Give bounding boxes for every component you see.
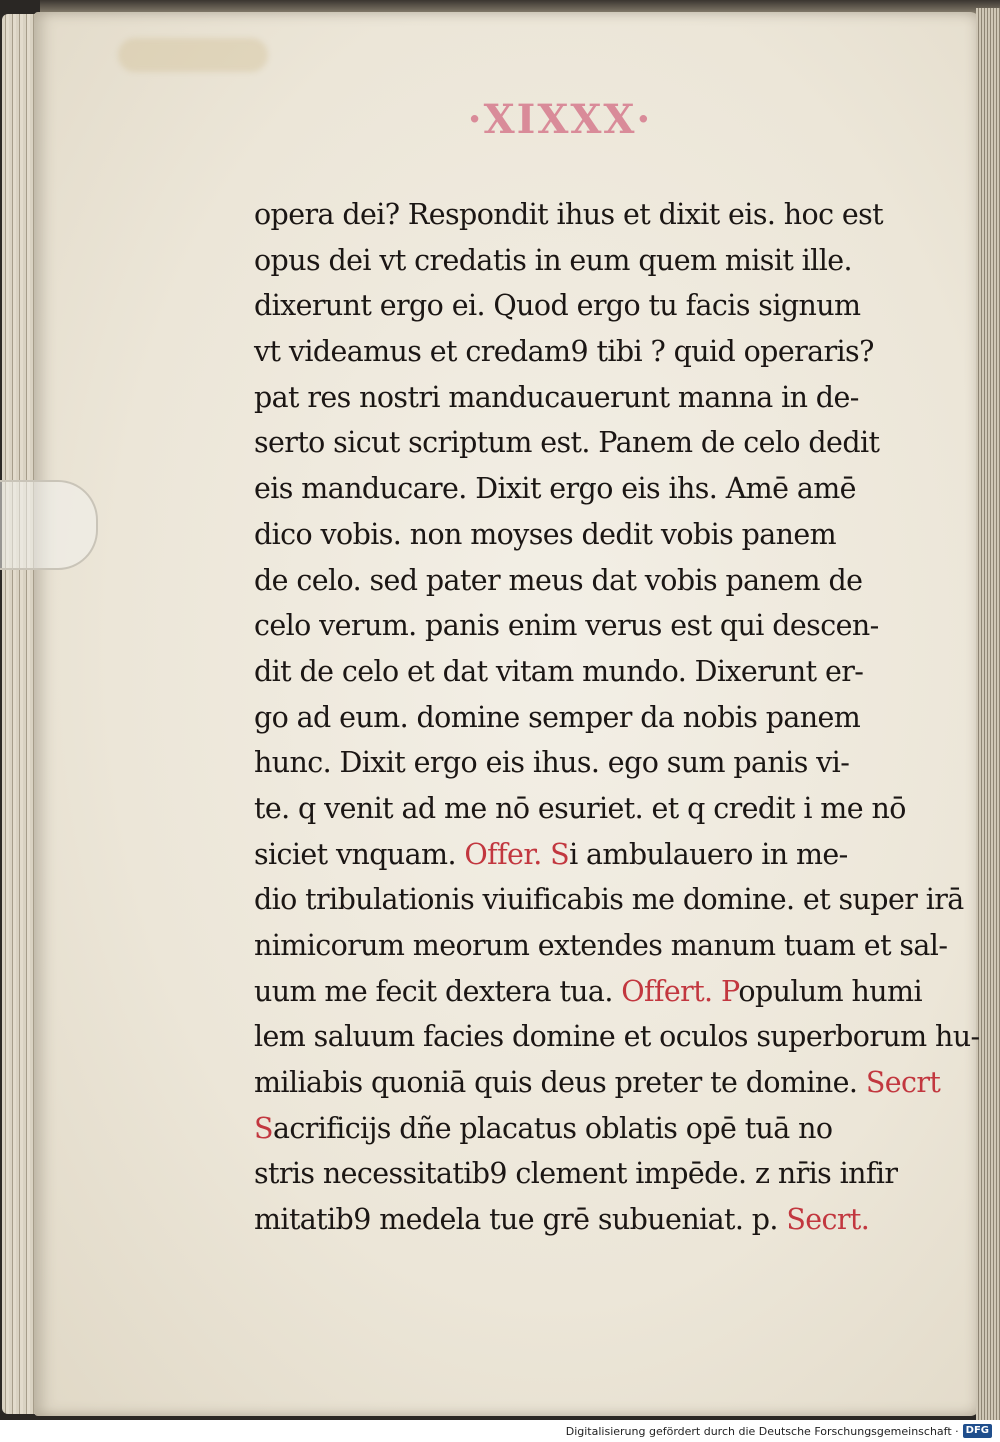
body-text: dico vobis. non moyses dedit vobis panem (254, 517, 837, 551)
text-line (254, 877, 964, 923)
text-line (254, 832, 894, 878)
text-line (254, 649, 894, 695)
rubric-text: Secrt. (786, 1203, 870, 1237)
body-text: celo verum. panis enim verus est qui descen- (254, 609, 879, 643)
body-text: de celo. sed pater meus dat vobis panem de (254, 563, 863, 597)
footer-bar (0, 1420, 1000, 1442)
body-text: opulum humi (738, 974, 922, 1008)
footer-credit: Digitalisierung gefördert durch die Deutsche Forschungsgemeinschaft · (565, 1424, 959, 1438)
body-text: opera dei? Respondit ihus et dixit eis. hoc est (254, 198, 884, 231)
body-text: lem saluum facies domine et oculos superborum hu- (254, 1020, 980, 1054)
body-text: dit de celo et dat vitam mundo. Dixerunt er- (254, 654, 864, 688)
body-text: siciet vnquam. (254, 837, 465, 871)
text-line (254, 329, 894, 375)
body-text: miliabis quoniā quis deus preter te domine. (254, 1066, 866, 1100)
right-page-edge (976, 8, 1000, 1420)
text-line (254, 420, 894, 466)
body-text: nimicorum meorum extendes manum tuam et sal- (254, 929, 948, 962)
text-block (254, 192, 980, 1243)
body-text: dixerunt ergo ei. Quod ergo tu facis signum (254, 289, 861, 323)
rubric-text: Offert. P (621, 974, 739, 1008)
dfg-logo-icon: DFG (963, 1424, 992, 1438)
body-text: dio tribulationis viuificabis me domine. et super irā (254, 883, 964, 917)
body-text: mitatib9 medela tue grē subueniat. p. (254, 1203, 787, 1237)
body-text: stris necessitatib9 clement impēde. z nr̄is infir (254, 1157, 898, 1191)
text-line (254, 375, 894, 421)
body-text: opus dei vt credatis in eum quem misit ille. (254, 243, 852, 277)
body-text: hunc. Dixit ergo eis ihus. ego sum panis vi- (254, 746, 850, 780)
text-line (254, 786, 906, 832)
text-line (254, 192, 894, 238)
text-line (254, 740, 894, 786)
body-text: te. q venit ad me nō esuriet. et q credit i me nō (254, 791, 906, 825)
text-line (254, 512, 894, 558)
text-line (254, 238, 894, 284)
body-text: uum me fecit dextera tua. (254, 974, 622, 1008)
text-line (254, 558, 894, 604)
text-line (254, 1060, 941, 1106)
text-line (254, 923, 948, 969)
text-line (254, 1106, 894, 1152)
rubric-text: S (254, 1111, 273, 1145)
body-text: eis manducare. Dixit ergo eis ihs. Amē amē (254, 472, 856, 506)
rubric-text: Offer. S (464, 837, 570, 871)
text-line (254, 695, 894, 741)
body-text: i ambulauero in me- (569, 837, 848, 871)
body-text: vt videamus et credam9 tibi ? quid operaris? (254, 335, 874, 369)
text-line (254, 969, 922, 1015)
text-line (254, 1014, 980, 1060)
text-line (254, 466, 894, 512)
text-line (254, 283, 894, 329)
paper-stain (118, 38, 268, 72)
text-line (254, 603, 894, 649)
body-text: serto sicut scriptum est. Panem de celo dedit (254, 426, 880, 460)
text-line (254, 1197, 894, 1243)
text-line (254, 1151, 898, 1197)
folio-number: ·XIXXX· (467, 96, 653, 143)
body-text: acrificijs dñe placatus oblatis opē tuā no (272, 1111, 833, 1145)
body-text: pat res nostri manducauerunt manna in de- (254, 380, 859, 414)
rubric-text: Secrt (865, 1066, 941, 1100)
clip-tab (0, 480, 98, 570)
body-text: go ad eum. domine semper da nobis panem (254, 700, 861, 734)
